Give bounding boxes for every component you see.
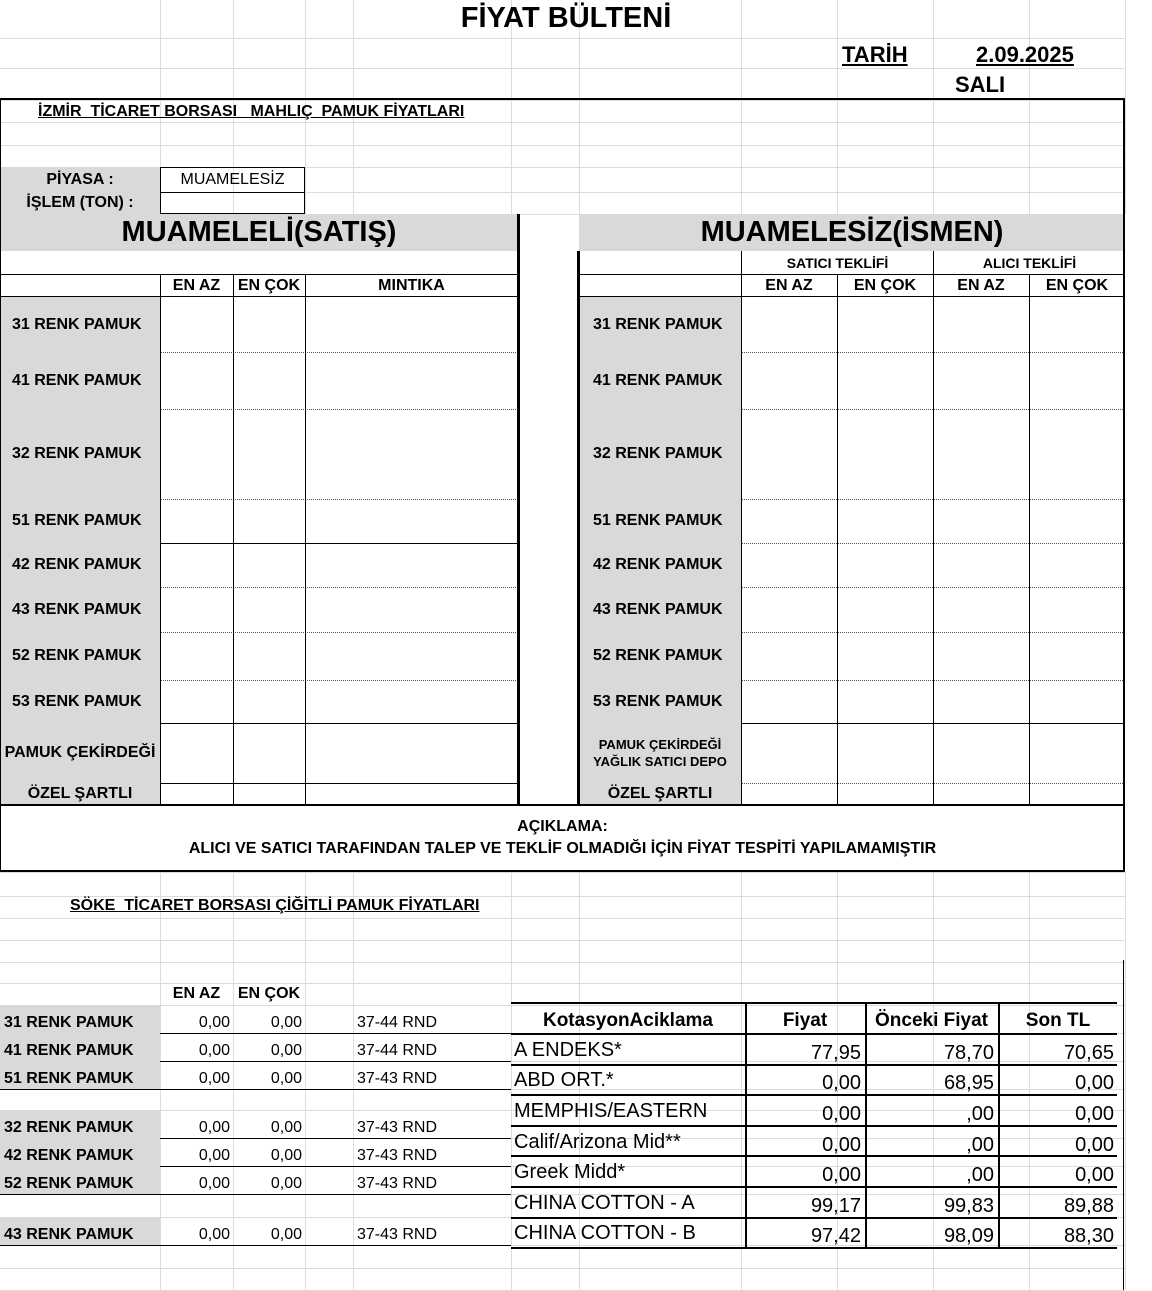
- satici-teklifi-header: SATICI TEKLİFİ: [741, 251, 933, 275]
- quote-cell-fiyat: 99,17: [810, 1194, 861, 1217]
- quote-row-line: [511, 1247, 1117, 1249]
- gridline-v: [579, 100, 580, 214]
- alici-teklifi-header: ALICI TEKLİFİ: [933, 251, 1125, 275]
- gridline-h: [0, 68, 1125, 69]
- quote-cell-son: 0,00: [1075, 1072, 1114, 1095]
- quote-cell-name: MEMPHIS/EASTERN: [514, 1099, 708, 1122]
- islem-value: [160, 192, 305, 214]
- soke-row-name: 32 RENK PAMUK: [0, 1110, 160, 1138]
- quote-cell-son: 89,88: [1063, 1194, 1114, 1217]
- soke-row-name: 31 RENK PAMUK: [0, 1005, 160, 1033]
- soke-row-name: 52 RENK PAMUK: [0, 1166, 160, 1194]
- left-col-mintika: MINTIKA: [378, 277, 445, 294]
- izmir-left-row-label: 51 RENK PAMUK: [0, 499, 160, 543]
- izmir-right-row-label: 43 RENK PAMUK: [579, 587, 741, 632]
- izmir-left-row-label: 53 RENK PAMUK: [0, 680, 160, 723]
- gridline-h: [0, 100, 1125, 101]
- gridline-h: [0, 962, 1125, 963]
- muamelesiz-title: MUAMELESİZ(İSMEN): [579, 214, 1125, 251]
- soke-row-min: 0,00: [198, 1119, 230, 1136]
- row-divider: [741, 632, 1123, 633]
- quote-cell-onceki: 68,95: [943, 1072, 994, 1095]
- soke-row-name: 42 RENK PAMUK: [0, 1138, 160, 1166]
- aciklama-text: ALICI VE SATICI TARAFINDAN TALEP VE TEKLİF OLMADIĞI İÇİN FİYAT TESPİTİ YAPILAMAMIŞTIR: [188, 840, 937, 857]
- row-divider: [160, 680, 518, 681]
- gridline-v: [1125, 872, 1126, 1290]
- izmir-right-row-label: 53 RENK PAMUK: [579, 680, 741, 723]
- row-divider: [741, 783, 1123, 784]
- aciklama-bottom-line: [0, 870, 1125, 872]
- soke-row-max: 0,00: [270, 1119, 302, 1136]
- quote-cell-onceki: 99,83: [943, 1194, 994, 1217]
- soke-row-note: 37-44 RND: [357, 1014, 438, 1031]
- quote-cell-onceki: 78,70: [943, 1041, 994, 1064]
- gridline-h: [0, 940, 1125, 941]
- column-line: [837, 275, 838, 805]
- soke-row-note: 37-43 RND: [357, 1147, 438, 1164]
- column-line: [160, 275, 161, 805]
- soke-row-note: 37-43 RND: [357, 1119, 438, 1136]
- row-divider: [741, 352, 1123, 353]
- izmir-right-row-label: 51 RENK PAMUK: [579, 499, 741, 543]
- left-col-en-cok: EN ÇOK: [237, 277, 301, 294]
- quote-cell-fiyat: 97,42: [810, 1225, 861, 1248]
- soke-row-min: 0,00: [198, 1014, 230, 1031]
- izmir-right-row-label-line2: YAĞLIK SATICI DEPO: [593, 754, 727, 769]
- izmir-left-row-label: 42 RENK PAMUK: [0, 543, 160, 587]
- izmir-left-row-label: 43 RENK PAMUK: [0, 587, 160, 632]
- gridline-v: [837, 100, 838, 214]
- date-label: TARİH: [842, 42, 908, 67]
- quote-header: KotasyonAciklama: [542, 1010, 713, 1031]
- soke-row-max: 0,00: [270, 1042, 302, 1059]
- islem-label: İŞLEM (TON) :: [0, 192, 160, 214]
- izmir-left-row-label: 52 RENK PAMUK: [0, 632, 160, 680]
- right-satici-en-cok: EN ÇOK: [853, 277, 917, 294]
- gridline-h: [0, 872, 1125, 873]
- row-divider: [741, 587, 1123, 588]
- quote-cell-fiyat: 0,00: [822, 1133, 861, 1156]
- header-divider: [0, 98, 1125, 100]
- soke-row-max: 0,00: [270, 1014, 302, 1031]
- soke-row-divider: [0, 1194, 511, 1195]
- izmir-left-row-label: 31 RENK PAMUK: [0, 297, 160, 352]
- izmir-box-left: [0, 100, 1, 872]
- soke-row-min: 0,00: [198, 1147, 230, 1164]
- izmir-heading: İZMİR TİCARET BORSASI MAHLIÇ PAMUK FİYATLARI: [38, 103, 465, 120]
- row-divider: [160, 409, 518, 410]
- gridline-v: [511, 100, 512, 214]
- left-col-en-az: EN AZ: [172, 277, 221, 294]
- column-line: [741, 251, 742, 805]
- izmir-right-row-label-line1: PAMUK ÇEKİRDEĞİ: [598, 737, 722, 752]
- quote-cell-fiyat: 77,95: [810, 1041, 861, 1064]
- quote-cell-son: 0,00: [1075, 1164, 1114, 1187]
- table-bottom-line: [0, 804, 1125, 806]
- izmir-right-row-label: 32 RENK PAMUK: [579, 409, 741, 499]
- row-divider: [160, 587, 518, 588]
- soke-row-min: 0,00: [198, 1226, 230, 1243]
- izmir-right-row-label: 52 RENK PAMUK: [579, 632, 741, 680]
- izmir-box-right: [1123, 100, 1125, 872]
- page-title: FİYAT BÜLTENİ: [460, 2, 672, 34]
- date-value: 2.09.2025: [976, 42, 1074, 67]
- row-divider: [741, 543, 1123, 544]
- quote-cell-name: Calif/Arizona Mid**: [514, 1130, 681, 1153]
- soke-heading: SÖKE TİCARET BORSASI ÇİĞİTLİ PAMUK FİYATLARI: [70, 897, 480, 914]
- quote-cell-son: 0,00: [1075, 1133, 1114, 1156]
- quote-header: Fiyat: [782, 1010, 828, 1031]
- quote-header: Önceki Fiyat: [875, 1010, 988, 1031]
- column-line: [233, 275, 234, 805]
- quote-cell-onceki: ,00: [966, 1133, 994, 1156]
- quote-col-line: [745, 1002, 747, 1249]
- row-divider: [741, 680, 1123, 681]
- izmir-right-row-label: ÖZEL ŞARTLI: [579, 783, 741, 804]
- soke-row-max: 0,00: [270, 1070, 302, 1087]
- quote-cell-son: 0,00: [1075, 1102, 1114, 1125]
- column-line: [305, 275, 306, 805]
- row-divider: [160, 632, 518, 633]
- quote-cell-name: ABD ORT.*: [514, 1069, 614, 1092]
- column-line: [1029, 275, 1030, 805]
- izmir-left-row-label: 32 RENK PAMUK: [0, 409, 160, 499]
- soke-row-name: 51 RENK PAMUK: [0, 1061, 160, 1089]
- gridline-h: [0, 1268, 1125, 1269]
- row-divider: [160, 723, 518, 724]
- piyasa-value: MUAMELESİZ: [160, 167, 305, 192]
- soke-box-right: [1123, 960, 1124, 1290]
- row-divider: [160, 499, 518, 500]
- soke-row-note: 37-43 RND: [357, 1070, 438, 1087]
- gridline-h: [0, 38, 1125, 39]
- quote-cell-onceki: ,00: [966, 1102, 994, 1125]
- gridline-v: [1029, 100, 1030, 214]
- column-line: [933, 251, 934, 805]
- soke-row-divider: [0, 1089, 511, 1090]
- soke-row-note: 37-43 RND: [357, 1175, 438, 1192]
- soke-col-en-az: EN AZ: [172, 985, 221, 1002]
- quote-header: Son TL: [1025, 1010, 1091, 1031]
- quote-cell-fiyat: 0,00: [822, 1072, 861, 1095]
- quote-cell-name: Greek Midd*: [514, 1161, 626, 1184]
- izmir-right-row-label: 41 RENK PAMUK: [579, 352, 741, 409]
- izmir-left-row-label: 41 RENK PAMUK: [0, 352, 160, 409]
- quote-cell-fiyat: 0,00: [822, 1102, 861, 1125]
- quote-col-line: [865, 1002, 867, 1249]
- quote-cell-fiyat: 0,00: [822, 1164, 861, 1187]
- quote-cell-son: 70,65: [1063, 1041, 1114, 1064]
- quote-col-line: [998, 1002, 1000, 1249]
- row-divider: [160, 352, 518, 353]
- soke-col-en-cok: EN ÇOK: [237, 985, 301, 1002]
- right-alici-en-az: EN AZ: [957, 277, 1005, 294]
- izmir-right-row-label: [579, 723, 741, 783]
- piyasa-label: PİYASA :: [0, 167, 160, 192]
- izmir-right-row-label: 42 RENK PAMUK: [579, 543, 741, 587]
- gridline-h: [0, 122, 1125, 123]
- izmir-right-row-label: 31 RENK PAMUK: [579, 297, 741, 352]
- soke-row-min: 0,00: [198, 1070, 230, 1087]
- day-name: SALI: [955, 72, 1006, 97]
- right-alici-en-cok: EN ÇOK: [1045, 277, 1109, 294]
- row-divider: [741, 409, 1123, 410]
- soke-row-name: 41 RENK PAMUK: [0, 1033, 160, 1061]
- gridline-v: [933, 100, 934, 214]
- soke-row-min: 0,00: [198, 1042, 230, 1059]
- right-satici-en-az: EN AZ: [765, 277, 813, 294]
- gridline-v: [1125, 100, 1126, 214]
- aciklama-label: AÇIKLAMA:: [517, 818, 608, 835]
- quote-cell-onceki: ,00: [966, 1164, 994, 1187]
- soke-row-max: 0,00: [270, 1175, 302, 1192]
- gridline-h: [0, 918, 1125, 919]
- separator-right: [577, 251, 580, 806]
- soke-row-note: 37-44 RND: [357, 1042, 438, 1059]
- quote-top-line: [511, 1002, 1117, 1004]
- gridline-v: [305, 872, 306, 1290]
- separator-left: [517, 214, 520, 806]
- quote-cell-name: CHINA COTTON - B: [514, 1222, 696, 1245]
- quote-cell-onceki: 98,09: [943, 1225, 994, 1248]
- row-divider: [741, 499, 1123, 500]
- row-divider: [160, 783, 518, 784]
- soke-row-max: 0,00: [270, 1147, 302, 1164]
- row-divider: [741, 723, 1123, 724]
- gridline-h: [0, 145, 1125, 146]
- row-divider: [160, 543, 518, 544]
- quote-cell-name: A ENDEKS*: [514, 1038, 622, 1061]
- izmir-left-row-label: PAMUK ÇEKİRDEĞİ: [0, 723, 160, 783]
- quote-cell-name: CHINA COTTON - A: [514, 1191, 695, 1214]
- soke-row-name: 43 RENK PAMUK: [0, 1217, 160, 1245]
- soke-row-max: 0,00: [270, 1226, 302, 1243]
- izmir-left-row-label: ÖZEL ŞARTLI: [0, 783, 160, 804]
- muameleli-title: MUAMELELİ(SATIŞ): [0, 214, 518, 251]
- quote-cell-son: 88,30: [1063, 1225, 1114, 1248]
- soke-row-divider: [0, 1245, 511, 1246]
- soke-row-min: 0,00: [198, 1175, 230, 1192]
- soke-row-note: 37-43 RND: [357, 1226, 438, 1243]
- gridline-v: [741, 100, 742, 214]
